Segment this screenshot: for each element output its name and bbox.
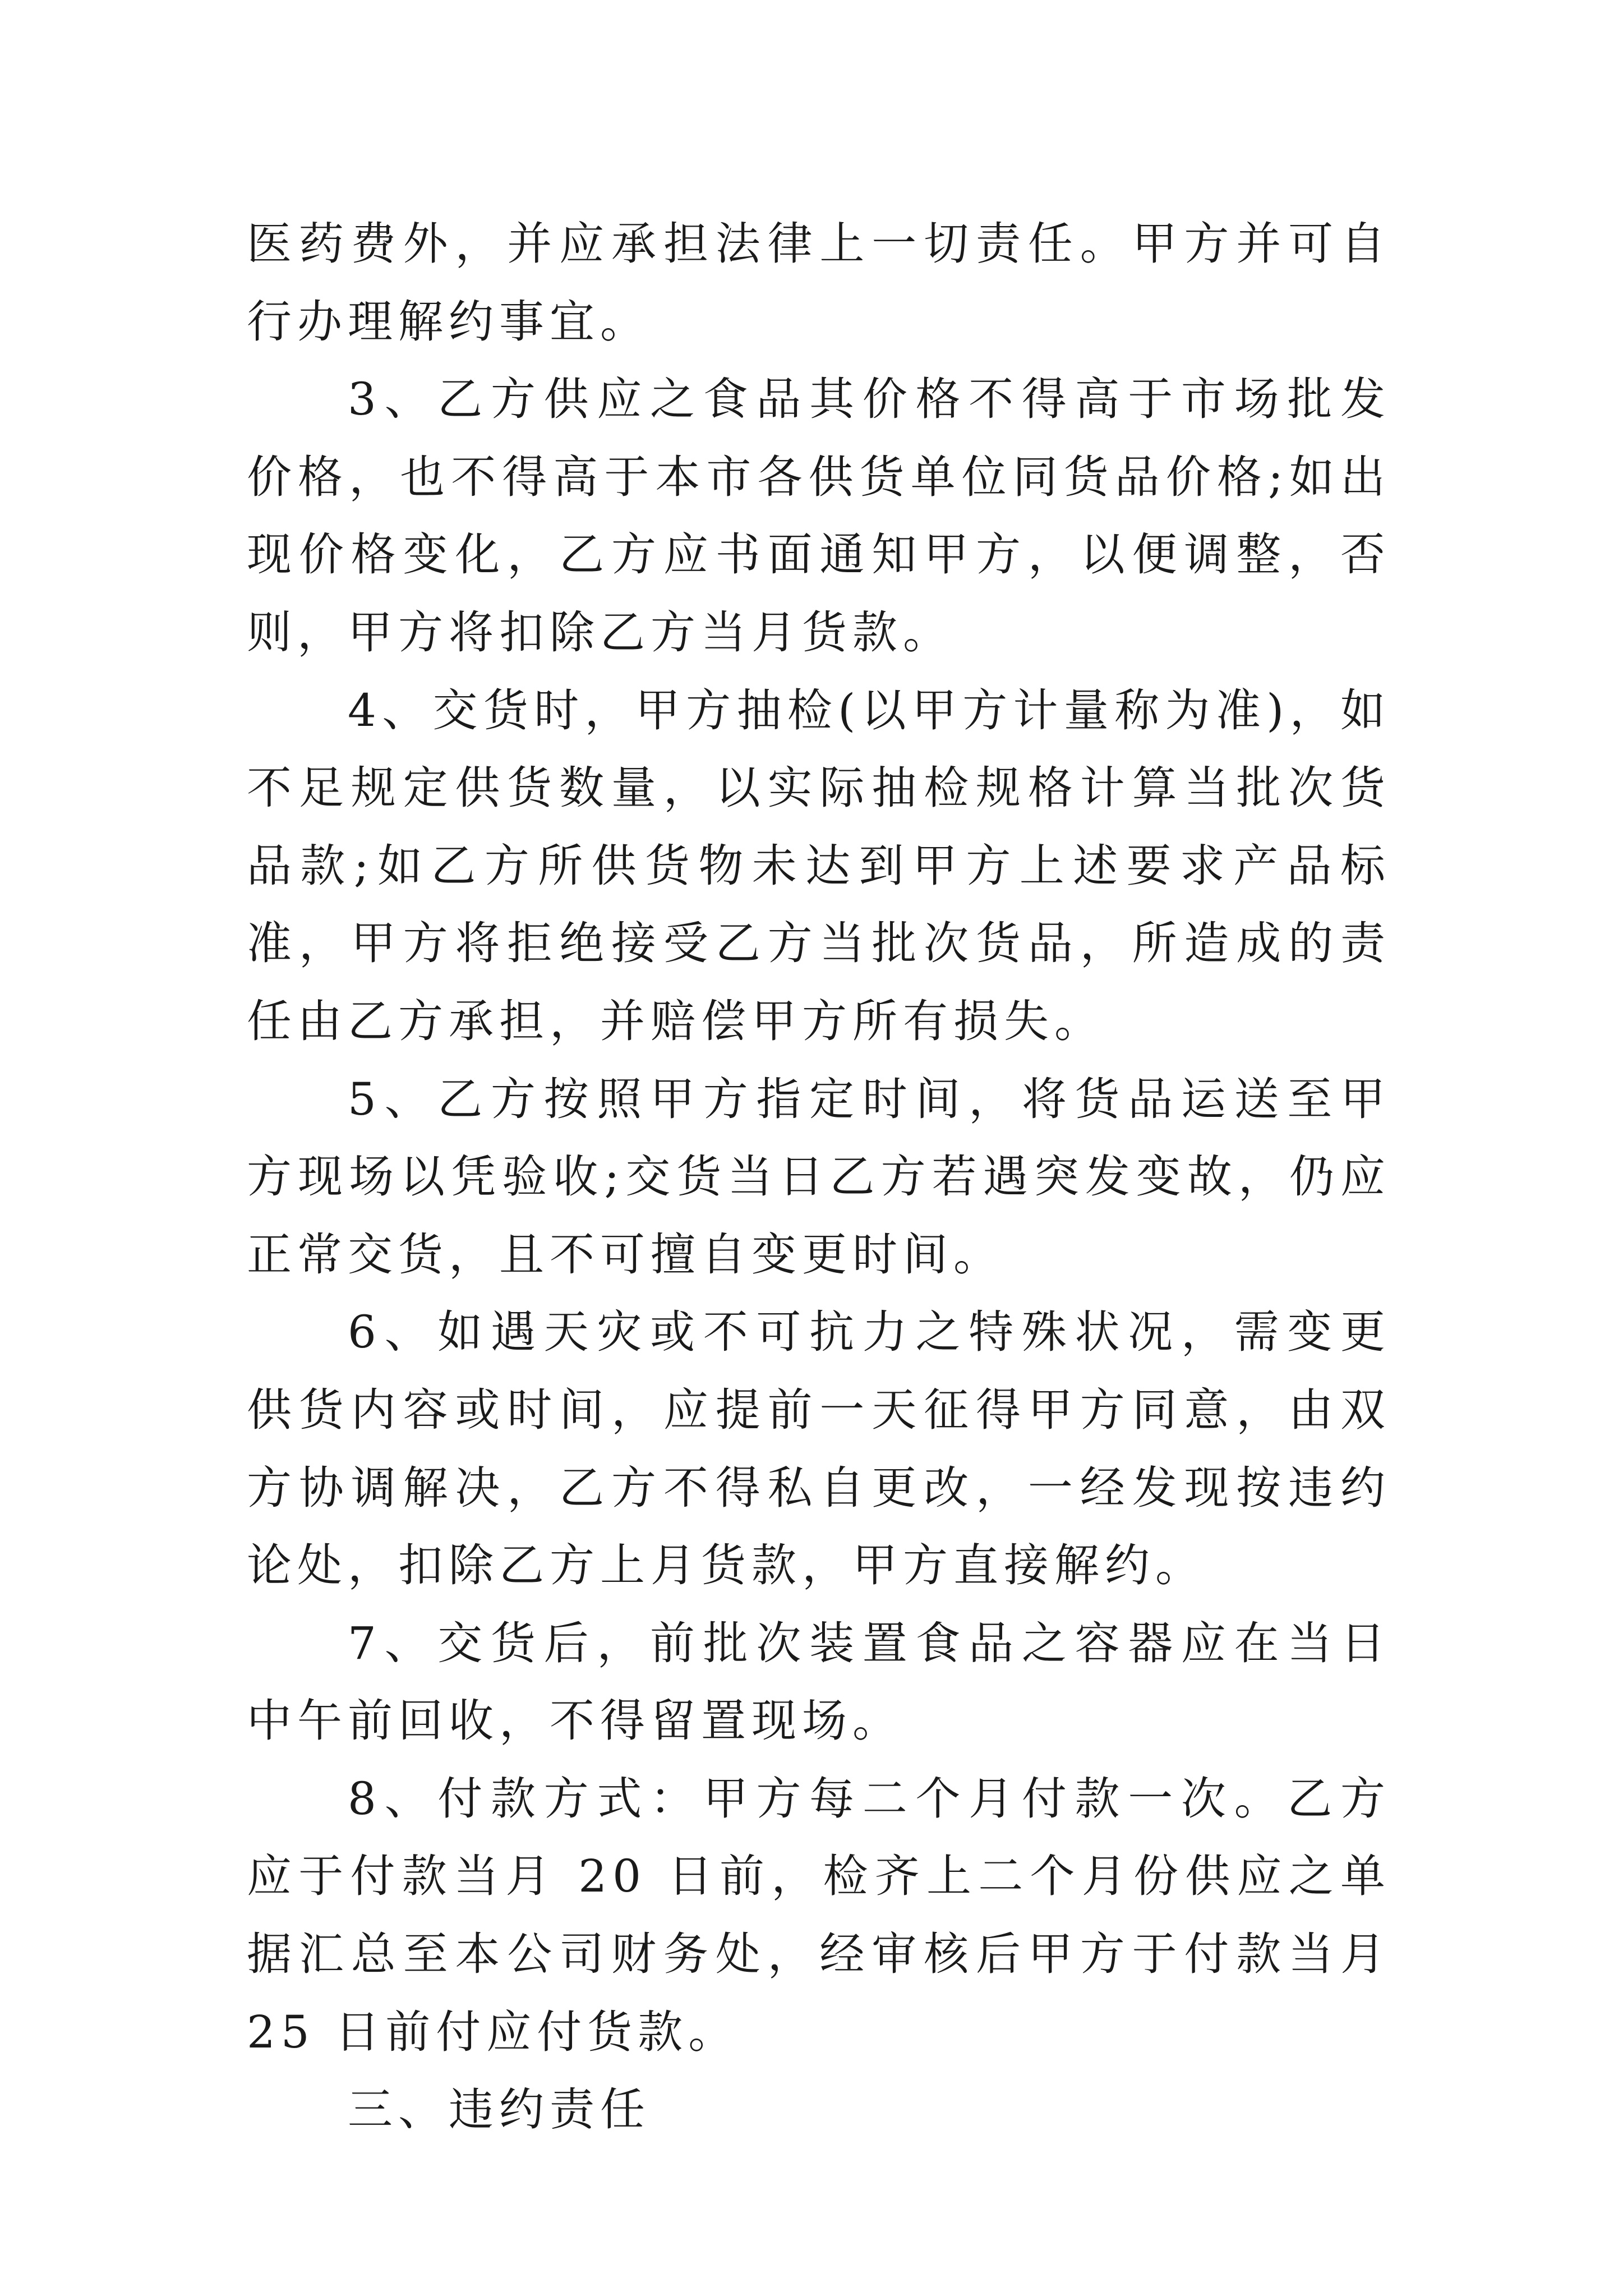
paragraph-3: 4、交货时，甲方抽检(以甲方计量称为准)，如不足规定供货数量，以实际抽检规格计算当批次货品款;如乙方所供货物未达到甲方上述要求产品标准，甲方将拒绝接受乙方当批次货品，所造成的责任由乙方承担，并赔偿甲方所有损失。 <box>247 684 1391 1047</box>
section-heading: 三、违约责任 <box>348 2083 651 2136</box>
paragraph-6: 7、交货后，前批次装置食品之容器应在当日中午前回收，不得留置现场。 <box>247 1617 1391 1747</box>
paragraph-7: 8、付款方式：甲方每二个月付款一次。乙方应于付款当月 20 日前，检齐上二个月份供应之单据汇总至本公司财务处，经审核后甲方于付款当月 25 日前付应付货款。 <box>247 1772 1391 2058</box>
document-body <box>247 205 1391 2149</box>
paragraph-5: 6、如遇天灾或不可抗力之特殊状况，需变更供货内容或时间，应提前一天征得甲方同意，由双方协调解决，乙方不得私自更改，一经发现按违约论处，扣除乙方上月货款，甲方直接解约。 <box>247 1306 1391 1592</box>
paragraph-2: 3、乙方供应之食品其价格不得高于市场批发价格，也不得高于本市各供货单位同货品价格;如出现价格变化，乙方应书面通知甲方，以便调整，否则，甲方将扣除乙方当月货款。 <box>247 373 1391 659</box>
paragraph-1: 医药费外，并应承担法律上一切责任。甲方并可自行办理解约事宜。 <box>247 218 1391 348</box>
paragraph-4: 5、乙方按照甲方指定时间，将货品运送至甲方现场以凭验收;交货当日乙方若遇突发变故，仍应正常交货，且不可擅自变更时间。 <box>247 1073 1391 1281</box>
